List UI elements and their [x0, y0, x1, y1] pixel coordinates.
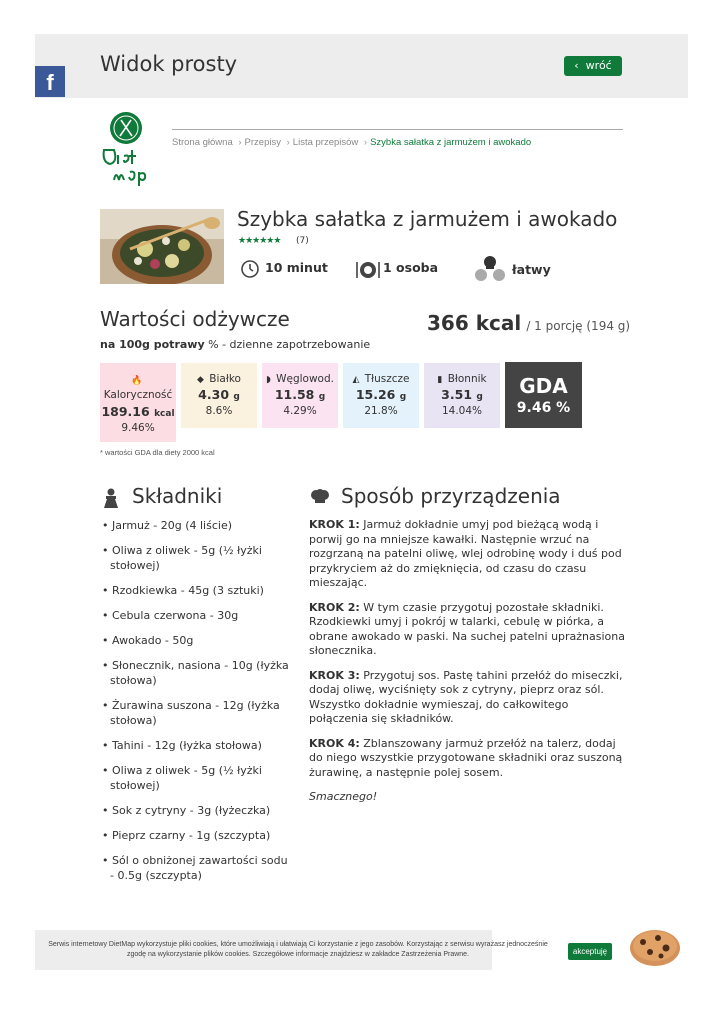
difficulty-value: łatwy [512, 262, 551, 277]
nutrient-percent: 8.6% [205, 405, 233, 417]
step-label: KROK 3: [309, 668, 360, 682]
portion-label: / 1 porcję (194 g) [526, 319, 631, 333]
back-button[interactable] [564, 56, 622, 76]
nutrient-unit: g [318, 392, 326, 402]
list-item: • Oliwa z oliwek - 5g (½ łyżki stołowej) [102, 763, 292, 793]
recipe-title: Szybka sałatka z jarmużem i awokado [237, 207, 618, 231]
kcal-value: 366 kcal [427, 311, 522, 335]
nutrient-label: Kaloryczność [103, 389, 173, 401]
facebook-icon[interactable]: f [35, 66, 65, 97]
step-label: KROK 4: [309, 736, 360, 750]
preparation-steps [309, 518, 627, 815]
breadcrumb-current: Szybka sałatka z jarmużem i awokado [370, 137, 532, 148]
servings [355, 258, 455, 280]
preparation-title: Sposób przyrządzenia [341, 484, 561, 508]
step-text: Jarmuż dokładnie umyj pod bieżącą wodą i porwij go na mniejsze kawałki. Następnie wrzuć na rozgrzaną na patelni oliwę, wlej odrobinę wody i duś pod przykryciem aż do zmięknięcia, od czasu do czasu mieszając. [309, 518, 622, 589]
plate-icon [355, 258, 381, 280]
back-label: wróć [585, 59, 612, 72]
gda-box [505, 362, 582, 428]
step-text: Przygotuj sos. Pastę tahini przełóż do miseczki, dodaj oliwę, wyciśnięty sok z cytryny, pieprz oraz sól. Wszystko dokładnie wymieszaj, do całkowitego połączenia się składników. [309, 668, 623, 725]
step-label: KROK 1: [309, 518, 360, 531]
total-kcal [427, 311, 630, 335]
list-item: • Słonecznik, nasiona - 10g (łyżka stołowa) [102, 658, 292, 688]
nutrient-box-fat [343, 363, 419, 428]
rating-stars[interactable]: ★★★★★★ [238, 236, 281, 246]
nutrient-unit: g [399, 392, 407, 402]
step-label: KROK 2: [309, 600, 360, 614]
nutrient-value: 15.26 [355, 387, 396, 402]
nutrient-box-protein [181, 363, 257, 428]
nutrient-value: 3.51 [441, 387, 473, 402]
step [309, 601, 627, 659]
list-item: • Jarmuż - 20g (4 liście) [102, 518, 292, 533]
protein-icon: ◆ [197, 375, 204, 385]
cookie-notice: Serwis internetowy DietMap wykorzystuje pliki cookies, które umożliwiają i ułatwiają Ci korzystanie z jego zasobów. Korzystając z serwisu wyrażasz jednocześnie zgodę na wykorzystanie plików cookies. Szczegółowe informacje znajdziesz w zakładce Zastrzeżenia Prawne. [48, 941, 548, 958]
cookie-icon [628, 928, 682, 968]
gda-label: GDA [519, 374, 568, 398]
chef-hat-icon [310, 489, 330, 503]
breadcrumb-home[interactable]: Strona główna [172, 137, 233, 148]
nutrient-box-fiber [424, 363, 500, 428]
fat-icon: ◭ [352, 375, 360, 385]
gda-value: 9.46 % [516, 400, 571, 416]
breadcrumb-recipes[interactable]: Przepisy [244, 137, 281, 148]
nutrient-value: 11.58 [274, 387, 315, 402]
nutrient-label: Błonnik [447, 373, 487, 385]
nutrient-value: 189.16 [101, 404, 150, 419]
breadcrumb-recipe-list[interactable]: Lista przepisów [292, 137, 359, 148]
gda-footnote: * wartości GDA dla diety 2000 kcal [100, 448, 215, 457]
prep-time [240, 258, 340, 280]
closing-text: Smacznego! [309, 790, 378, 803]
list-item: • Sok z cytryny - 3g (łyżeczka) [102, 803, 292, 818]
nutrient-value: 4.30 [198, 387, 230, 402]
ingredients-title: Składniki [132, 484, 223, 508]
chef-hat-icon [472, 255, 508, 283]
step-text: W tym czasie przygotuj pozostałe składniki. Rzodkiewki umyj i pokrój w talarki, cebulę w piórka, a obrane awokado w paski. Na suchej patelni uprażnasiona słonecznika. [309, 600, 625, 657]
step [309, 737, 627, 781]
nutrient-label: Tłuszcze [364, 373, 410, 385]
step-text: Zblanszowany jarmuż przełóż na talerz, dodaj do niego wszystkie przygotowane składniki oraz suszoną żurawinę, a następnie polej sosem. [309, 736, 623, 779]
nutrient-box-carbs [262, 363, 338, 428]
list-item: • Pieprz czarny - 1g (szczypta) [102, 828, 292, 843]
nutrition-title: Wartości odżywcze [100, 307, 290, 331]
breadcrumb-divider [172, 129, 623, 130]
list-item: • Cebula czerwona - 30g [102, 608, 292, 623]
nutrient-unit: g [233, 392, 240, 402]
list-item: • Żurawina suszona - 12g (łyżka stołowa) [102, 698, 292, 728]
cookie-bar [35, 930, 548, 970]
chevron-left-icon: ‹ [574, 59, 586, 72]
nutrient-percent: 21.8% [364, 405, 398, 417]
clock-icon [240, 258, 260, 278]
list-item: • Oliwa z oliwek - 5g (½ łyżki stołowej) [102, 543, 292, 573]
difficulty [472, 255, 572, 277]
recipe-photo [100, 209, 224, 284]
fiber-icon: ▮ [437, 375, 443, 385]
chevron-right-icon: › [286, 137, 290, 148]
nutrient-percent: 14.04% [441, 405, 483, 417]
daily-need-label: % - dzienne zapotrzebowanie [208, 338, 371, 351]
servings-value: 1 osoba [383, 260, 439, 275]
nutrient-label: Białko [209, 373, 241, 385]
list-item: • Tahini - 12g (łyżka stołowa) [102, 738, 292, 753]
nutrient-label: Węglowod. [276, 373, 334, 385]
chevron-right-icon: › [363, 137, 368, 148]
per-100g-label: na 100g potrawy [100, 338, 205, 351]
chef-icon [102, 488, 120, 508]
list-item: • Awokado - 50g [102, 633, 292, 648]
dietmap-logo[interactable] [98, 110, 164, 188]
nutrient-percent: 4.29% [283, 405, 317, 417]
list-item: • Rzodkiewka - 45g (3 sztuki) [102, 583, 292, 598]
ingredients-list [102, 518, 292, 893]
accept-cookies-button[interactable]: akceptuję [568, 943, 612, 960]
list-item: • Sól o obniżonej zawartości sodu - 0.5g (szczypta) [102, 853, 292, 883]
prep-time-value: 10 minut [265, 260, 328, 275]
top-bar [35, 34, 688, 98]
flame-icon: 🔥 [131, 376, 143, 386]
nutrient-unit: g [476, 392, 483, 402]
breadcrumb [172, 137, 531, 148]
nutrient-box-calories [100, 363, 176, 442]
step [309, 669, 627, 727]
carbs-icon: ◗ [266, 375, 271, 385]
nutrition-subtitle [100, 338, 370, 351]
rating-count: (7) [296, 236, 309, 246]
nutrient-percent: 9.46% [121, 422, 155, 434]
chevron-right-icon: › [238, 137, 242, 148]
page-title: Widok prosty [100, 52, 238, 76]
step [309, 518, 627, 591]
nutrient-unit: kcal [154, 409, 175, 419]
